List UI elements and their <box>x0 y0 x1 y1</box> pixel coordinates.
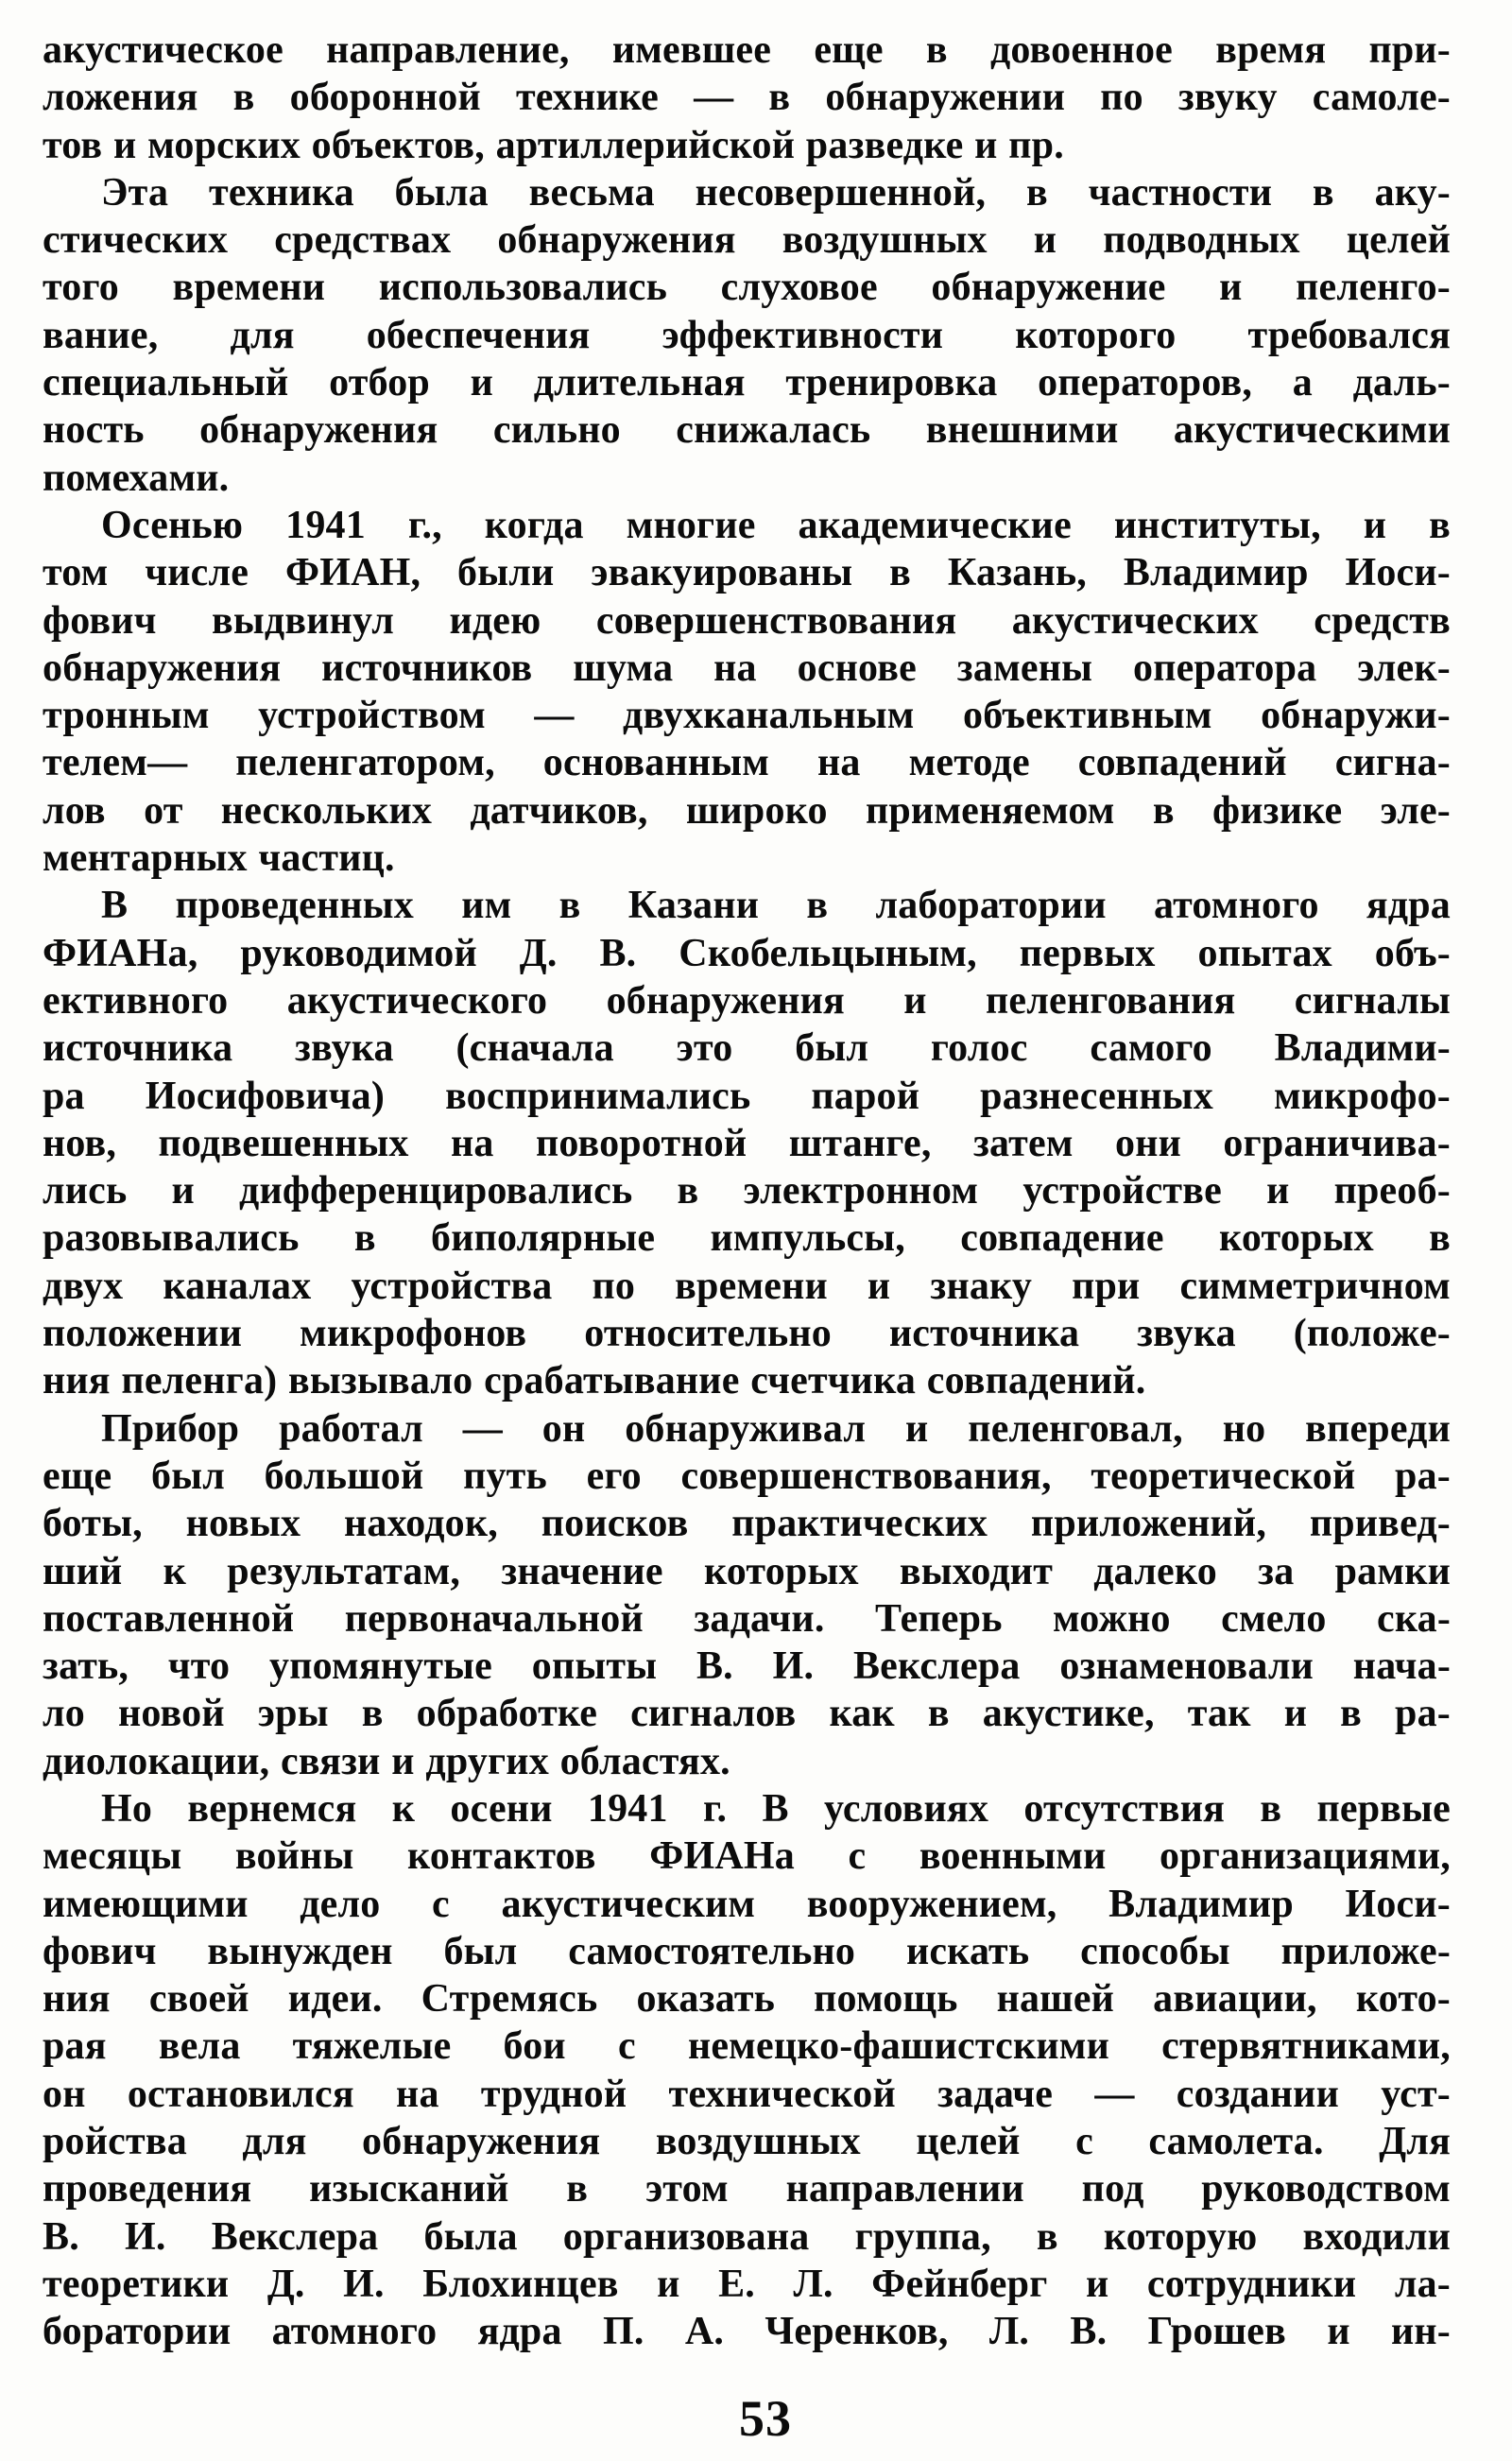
text-line: еще был большой путь его совершенствования, теоретической ра- <box>43 1454 1451 1498</box>
text-line: Прибор работал — он обнаруживал и пеленговал, но впереди <box>101 1406 1451 1451</box>
text-line: тронным устройством — двухканальным объективным обнаружи- <box>43 694 1451 738</box>
text-line: поставленной первоначальной задачи. Теперь можно смело ска- <box>43 1596 1451 1641</box>
paragraph <box>43 169 1451 502</box>
text-line: тов и морских объектов, артиллерийской разведке и пр. <box>43 123 1064 167</box>
text-line: ФИАНа, руководимой Д. В. Скобельцыным, первых опытах объ- <box>43 931 1451 975</box>
text-line: двух каналах устройства по времени и знаку при симметричном <box>43 1264 1451 1308</box>
text-line: месяцы войны контактов ФИАНа с военными организациями, <box>43 1834 1451 1879</box>
text-line: ность обнаружения сильно снижалась внешними акустическими <box>43 408 1451 453</box>
text-line: ния пеленга) вызывало срабатывание счетчика совпадений. <box>43 1359 1146 1403</box>
text-line: лов от нескольких датчиков, широко применяемом в физике эле- <box>43 788 1451 833</box>
text-line: вание, для обеспечения эффективности которого требовался <box>43 313 1451 357</box>
text-line: разовывались в биполярные импульсы, совпадение которых в <box>43 1216 1451 1261</box>
text-line: Но вернемся к осени 1941 г. В условиях отсутствия в первые <box>101 1786 1451 1831</box>
text-line: специальный отбор и длительная тренировка операторов, а даль- <box>43 361 1451 405</box>
text-line: лись и дифференцировались в электронном устройстве и преоб- <box>43 1169 1451 1213</box>
text-line: положении микрофонов относительно источника звука (положе- <box>43 1312 1451 1356</box>
text-line: источника звука (сначала это был голос самого Владими- <box>43 1026 1451 1071</box>
text-line: ния своей идеи. Стремясь оказать помощь нашей авиации, кото- <box>43 1977 1451 2022</box>
paragraph <box>43 1405 1451 1785</box>
text-line: стических средствах обнаружения воздушных и подводных целей <box>43 218 1451 263</box>
text-line: ший к результатам, значение которых выходит далеко за рамки <box>43 1549 1451 1593</box>
text-line: теоретики Д. И. Блохинцев и Е. Л. Фейнберг и сотрудники ла- <box>43 2262 1451 2306</box>
paragraph <box>43 882 1451 1404</box>
page-number: 53 <box>739 2390 792 2447</box>
text-line: фович вынужден был самостоятельно искать способы приложе- <box>43 1929 1451 1973</box>
text-line: того времени использовались слуховое обнаружение и пеленго- <box>43 266 1451 310</box>
text-line: обнаружения источников шума на основе замены оператора элек- <box>43 645 1451 690</box>
text-line: он остановился на трудной технической задаче — создании уст- <box>43 2072 1451 2116</box>
text-line: ментарных частиц. <box>43 836 395 881</box>
text-line: диолокации, связи и других областях. <box>43 1739 730 1783</box>
paragraph <box>43 1785 1451 2356</box>
text-line: том числе ФИАН, были эвакуированы в Казань, Владимир Иоси- <box>43 551 1451 595</box>
text-line: зать, что упомянутые опыты В. И. Векслера ознаменовали нача- <box>43 1644 1451 1689</box>
paragraph <box>43 26 1451 169</box>
text-line: нов, подвешенных на поворотной штанге, затем они ограничива- <box>43 1121 1451 1165</box>
text-line: боратории атомного ядра П. А. Черенков, Л. В. Грошев и ин- <box>43 2310 1451 2354</box>
text-line: Эта техника была весьма несовершенной, в частности в аку- <box>101 170 1451 215</box>
text-line: рая вела тяжелые бои с немецко-фашистскими стервятниками, <box>43 2024 1451 2069</box>
text-line: помехами. <box>43 456 230 500</box>
text-line: В проведенных им в Казани в лаборатории атомного ядра <box>101 884 1451 928</box>
text-line: ло новой эры в обработке сигналов как в акустике, так и в ра- <box>43 1692 1451 1736</box>
text-line: ективного акустического обнаружения и пеленгования сигналы <box>43 978 1451 1023</box>
text-line: телем— пеленгатором, основанным на методе совпадений сигна- <box>43 741 1451 785</box>
page-text <box>43 26 1451 2356</box>
text-line: ройства для обнаружения воздушных целей с самолета. Для <box>43 2120 1451 2164</box>
text-line: В. И. Векслера была организована группа, в которую входили <box>43 2214 1451 2259</box>
text-line: проведения изысканий в этом направлении под руководством <box>43 2167 1451 2211</box>
text-line: акустическое направление, имевшее еще в довоенное время при- <box>43 28 1451 72</box>
paragraph <box>43 502 1451 882</box>
text-line: Осенью 1941 г., когда многие академические институты, и в <box>101 503 1451 547</box>
text-line: имеющими дело с акустическим вооружением, Владимир Иоси- <box>43 1882 1451 1926</box>
text-line: боты, новых находок, поисков практических приложений, привед- <box>43 1502 1451 1546</box>
text-line: ра Иосифовича) воспринимались парой разнесенных микрофо- <box>43 1074 1451 1118</box>
text-line: фович выдвинул идею совершенствования акустических средств <box>43 598 1451 643</box>
text-line: ложения в оборонной технике — в обнаружении по звуку самоле- <box>43 76 1451 120</box>
